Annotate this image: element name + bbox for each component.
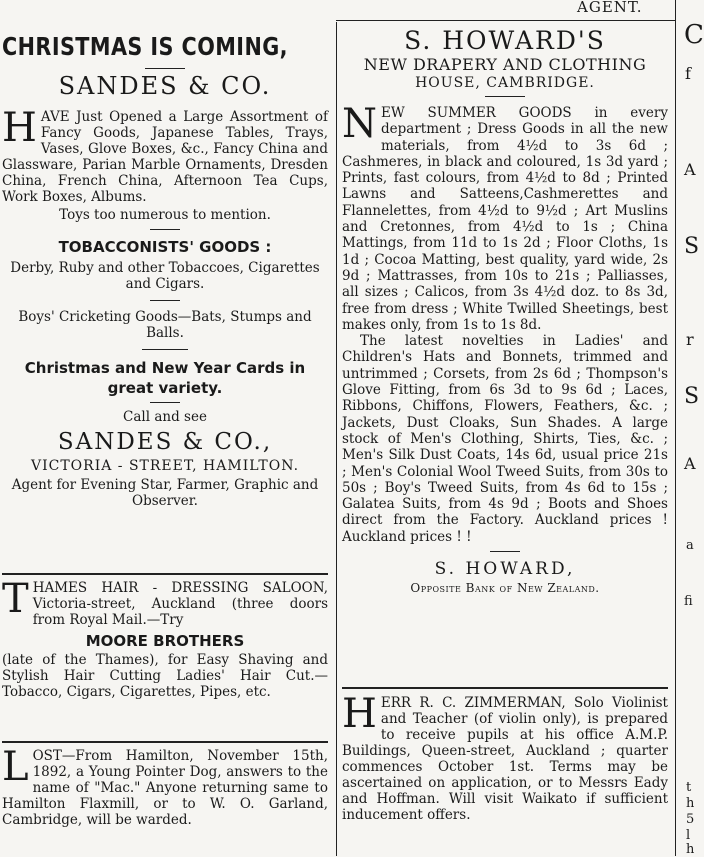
- edge-fragment: S: [684, 234, 700, 259]
- drop-cap: N: [342, 101, 377, 147]
- howard-signature-sub: Opposite Bank of New Zealand.: [410, 581, 600, 596]
- howard-subtitle-2: HOUSE, CAMBRIDGE.: [415, 75, 595, 91]
- divider: [490, 551, 520, 552]
- tobacco-heading: TOBACCONISTS' GOODS :: [58, 238, 272, 256]
- drop-cap: T: [2, 576, 29, 622]
- edge-fragment: l: [686, 828, 691, 843]
- edge-fragment: 5: [686, 812, 695, 827]
- hair-intro: [2, 576, 328, 628]
- divider: [150, 402, 180, 403]
- lost-text-block: [2, 744, 328, 828]
- company-name: SANDES & CO.: [58, 72, 272, 100]
- hair-ad: [2, 576, 328, 700]
- moore-brothers: MOORE BROTHERS: [85, 632, 245, 650]
- howard-title: S. HOWARD'S: [404, 26, 606, 55]
- hair-intro-text: HAMES HAIR - DRESSING SALOON, Victoria-street, Auckland (three doors from Royal Mail.—Try: [32, 580, 328, 628]
- lost-ad: [2, 744, 328, 828]
- edge-fragment: h: [686, 842, 695, 857]
- edge-fragment: A: [684, 454, 696, 473]
- divider: [485, 96, 525, 97]
- edge-fragment: C: [684, 20, 704, 50]
- drop-cap: L: [2, 744, 29, 790]
- cricket-text: Boys' Cricketing Goods—Bats, Stumps and Balls.: [18, 309, 312, 341]
- edge-fragment: h: [686, 796, 695, 811]
- ad-rule: [2, 741, 328, 743]
- intro-text: AVE Just Opened a Large Assortment of Fancy Goods, Japanese Tables, Trays, Vases, Glove Boxes, &c., Fancy China and Glassware, Parian Marble Ornaments, Dresden China, French China, Afternoon Tea Cups, Work Boxes, Albums.: [2, 109, 328, 205]
- edge-fragment: r: [686, 330, 694, 349]
- howard-para-2: The latest novelties in Ladies' and Children's Hats and Bonnets, trimmed and untrimmed ; Corsets, from 2s 6d ; Thompson's Glove Fitting, from 6s 3d to 9s 6d ; Laces, Ribbons, Chiffons, Flowers, Feathers, &c. ; Jackets, Dust Cloaks, Sun Shades. A large stock of Men's Clothing, Shirts, Ties, &c. ; Men's Silk Dust Coats, 14s 6d, usual price 21s ; Men's Colonial Wool Tweed Suits, from 30s to 50s ; Boy's Tweed Suits, from 4s 6d to 15s ; Galatea Suits, from 4s 9d ; Boots and Shoes direct from the Factory. Auckland prices ! Auckland prices ! !: [342, 333, 668, 545]
- company-name-repeat: SANDES & CO.,: [57, 429, 273, 455]
- edge-fragment: A: [684, 160, 696, 179]
- sandes-ad: [2, 30, 328, 509]
- edge-fragment: a: [686, 538, 694, 553]
- lost-text: OST—From Hamilton, November 15th, 1892, a Young Pointer Dog, answers to the name of "Mac." Anyone returning same to Hamilton Flaxmill, or to W. O. Garland, Cambridge, will be warded.: [2, 748, 328, 828]
- cards-text: Christmas and New Year Cards in great variety.: [24, 359, 306, 397]
- howard-subtitle-1: NEW DRAPERY AND CLOTHING: [363, 55, 647, 74]
- agent-line: Agent for Evening Star, Farmer, Graphic and Observer.: [11, 477, 319, 509]
- zimmerman-ad: [342, 691, 668, 823]
- call-text: Call and see: [123, 409, 207, 425]
- column-rule-right: [675, 0, 676, 856]
- howard-para-1-text: EW SUMMER GOODS in every department ; Dress Goods in all the new materials, from 4½d to 3s 6d ; Cashmeres, in black and coloured, 1s 3d yard ; Prints, fast colours, from 4½d to 8d ; Printed Lawns and Satteens,Cashmerettes and Flannelettes, from 4½d to 9½d ; Art Muslins and Cretonnes, from 4½d to 1s ; China Mattings, from 11d to 1s 2d ; Floor Cloths, 1s 1d ; Cocoa Matting, best quality, yard wide, 2s 9d ; Mattrasses, from 10s to 21s ; Palliasses, all sizes ; Calicos, from 3s 4½d doz. to 8s 3d, free from dress ; White Twilled Sheetings, best makes only, from 1s to 1s 8d.: [342, 105, 668, 333]
- column-rule-left: [336, 22, 337, 856]
- divider: [150, 300, 180, 301]
- toys-line: Toys too numerous to mention.: [59, 207, 271, 223]
- edge-fragment: f: [685, 64, 691, 83]
- howard-para-1: [342, 101, 668, 333]
- tobacco-text: Derby, Ruby and other Tobaccoes, Cigarettes and Cigars.: [10, 260, 320, 292]
- ad-rule: [342, 687, 668, 689]
- drop-cap: H: [342, 691, 377, 737]
- howard-signature: S. HOWARD,: [434, 559, 576, 580]
- edge-fragment: fi: [684, 594, 693, 609]
- zimmerman-text-block: [342, 691, 668, 823]
- zimmerman-text: ERR R. C. ZIMMERMAN, Solo Violinist and Teacher (of violin only), is prepared to receive pupils at his office A.M.P. Buildings, Queen-street, Auckland ; quarter commences October 1st. Terms may be ascertained on application, or to Messrs Eady and Hoffman. Will visit Waikato if sufficient inducement offers.: [342, 695, 668, 823]
- divider: [142, 349, 188, 350]
- christmas-headline: CHRISTMAS IS COMING,: [2, 32, 288, 61]
- hair-body: (late of the Thames), for Easy Shaving and Stylish Hair Cutting Ladies' Hair Cut.—Tobacco, Cigars, Cigarettes, Pipes, etc.: [2, 652, 328, 700]
- howard-ad: [342, 26, 668, 596]
- divider: [150, 229, 180, 230]
- edge-fragment: S: [684, 384, 700, 409]
- edge-fragment: t: [686, 780, 692, 795]
- drop-cap: H: [2, 105, 37, 151]
- ad-rule: [2, 573, 328, 575]
- agent-text: AGENT.: [577, 0, 643, 16]
- intro-paragraph: [2, 105, 328, 205]
- header-rule: [336, 20, 676, 21]
- address-line: VICTORIA - STREET, HAMILTON.: [30, 458, 300, 474]
